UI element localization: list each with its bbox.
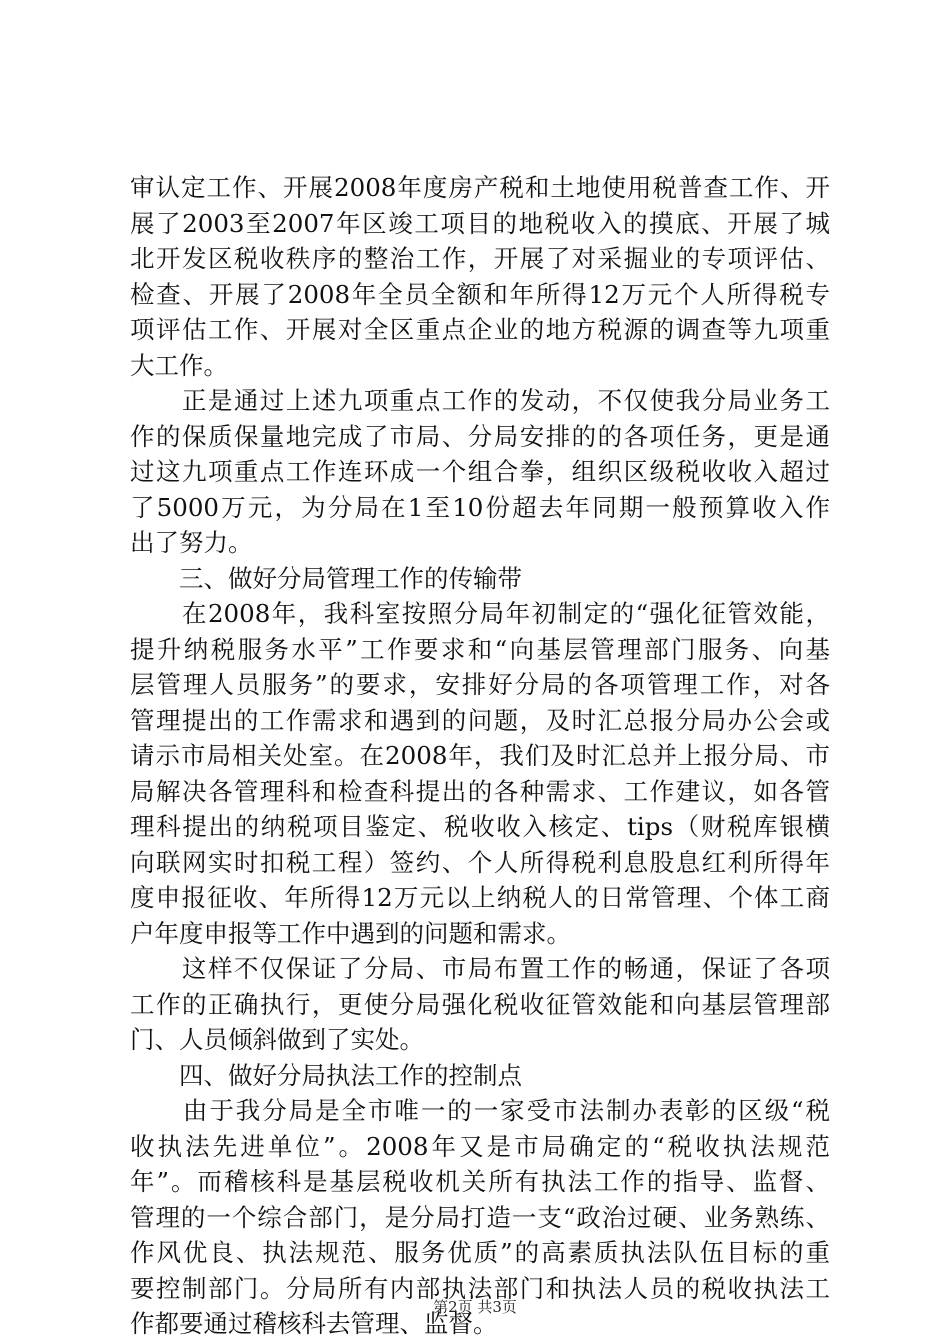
text-line: 这样不仅保证了分局、市局布置工作的畅通，保证了各项 [130, 954, 830, 983]
text-line: 管理提出的工作需求和遇到的问题，及时汇总报分局办公会或 [130, 705, 830, 735]
text-line: 检查、开展了2008年全员全额和年所得12万元个人所得税专 [130, 279, 830, 309]
text-line: 过这九项重点工作连环成一个组合拳，组织区级税收收入超过 [130, 457, 830, 486]
text-line: 管理的一个综合部门，是分局打造一支“政治过硬、业务熟练、 [130, 1202, 830, 1232]
text-line: 大工作。 [130, 350, 228, 380]
text-line: 户年度申报等工作中遇到的问题和需求。 [130, 918, 571, 948]
text-line: 项评估工作、开展对全区重点企业的地方税源的调查等九项重 [130, 315, 830, 344]
text-line: 工作的正确执行，更使分局强化税收征管效能和向基层管理部 [130, 989, 830, 1019]
page-footer: 第2页 共3页 [433, 1298, 517, 1316]
text-line: 理科提出的纳税项目鉴定、税收收入核定、tips（财税库银横 [130, 812, 830, 841]
text-line: 局解决各管理科和检查科提出的各种需求、工作建议，如各管 [130, 776, 830, 806]
text-line: 层管理人员服务”的要求，安排好分局的各项管理工作，对各 [130, 670, 830, 699]
text-line: 门、人员倾斜做到了实处。 [130, 1025, 424, 1054]
text-line: 正是通过上述九项重点工作的发动，不仅使我分局业务工 [130, 386, 830, 415]
text-line: 向联网实时扣税工程）签约、个人所得税利息股息红利所得年 [130, 847, 830, 877]
text-line: 了5000万元，为分局在1至10份超去年同期一般预算收入作 [130, 492, 830, 522]
text-line: 度申报征收、年所得12万元以上纳税人的日常管理、个体工商 [130, 883, 830, 912]
text-line: 收执法先进单位”。2008年又是市局确定的“税收执法规范 [130, 1131, 830, 1161]
text-line: 要控制部门。分局所有内部执法部门和执法人员的税收执法工 [130, 1273, 830, 1303]
text-line: 在2008年，我科室按照分局年初制定的“强化征管效能， [130, 599, 830, 628]
text-line: 请示市局相关处室。在2008年，我们及时汇总并上报分局、市 [130, 741, 830, 770]
text-line: 作的保质保量地完成了市局、分局安排的的各项任务，更是通 [130, 421, 830, 451]
text-line: 北开发区税收秩序的整治工作，开展了对采掘业的专项评估、 [130, 244, 830, 273]
text-line: 作都要通过稽核科去管理、监督。 [130, 1309, 498, 1338]
text-line: 提升纳税服务水平”工作要求和“向基层管理部门服务、向基 [130, 634, 830, 664]
text-line: 出了努力。 [130, 528, 253, 557]
text-line: 作风优良、执法规范、服务优质”的高素质执法队伍目标的重 [130, 1238, 830, 1267]
text-line: 年”。而稽核科是基层税收机关所有执法工作的指导、监督、 [130, 1167, 830, 1196]
text-line: 三、做好分局管理工作的传输带 [130, 563, 522, 593]
text-line: 审认定工作、开展2008年度房产税和土地使用税普查工作、开 [130, 173, 830, 202]
text-line: 四、做好分局执法工作的控制点 [130, 1060, 522, 1090]
document-body [130, 170, 830, 1342]
text-line: 由于我分局是全市唯一的一家受市法制办表彰的区级“税 [130, 1096, 830, 1125]
text-line: 展了2003至2007年区竣工项目的地税收入的摸底、开展了城 [130, 208, 830, 238]
